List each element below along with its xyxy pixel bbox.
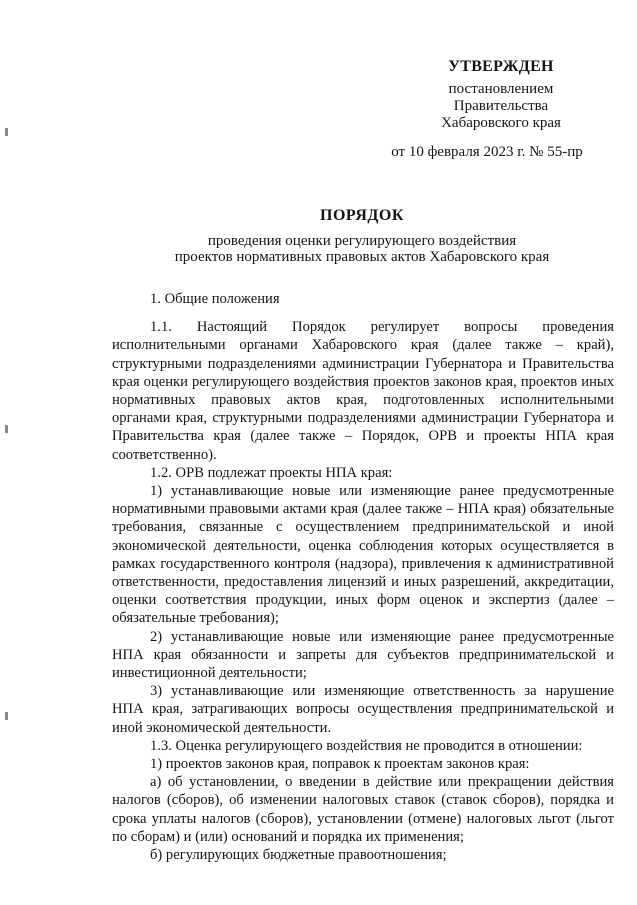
paragraph: 3) устанавливающие или изменяющие ответственность за нарушение НПА края, затрагивающих вопросы осуществления предпринимательской и иной экономической деятельности. [112,683,614,736]
paragraph: 1) устанавливающие новые или изменяющие ранее предусмотренные нормативными правовыми актами края (далее также – НПА края) обязательные требования, связанные с осуществлением предпринимательской и иной экономической деятельности, оценка соблюдения которых осуществляется в рамках государственного контроля (надзора), привлечения к административной ответственности, предоставления лицензий и иных разрешений, аккредитации, оценки соответствия продукции, иных форм оценок и экспертиз (далее – обязательные требования); [112,483,614,627]
paragraph: 1) проектов законов края, поправок к проектам законов края: [150,756,530,773]
title-subtitle: проектов нормативных правовых актов Хабаровского края [174,249,550,265]
paragraph: 2) устанавливающие новые или изменяющие ранее предусмотренные НПА края обязанности и запреты для субъектов предпринимательской и инвестиционной деятельности; [112,628,614,682]
paragraph: б) регулирующих бюджетные правоотношения; [150,847,447,864]
paragraph: 1.1. Настоящий Порядок регулирует вопросы проведения исполнительными органами Хабаровского края (далее также – край), структурными подразделениями администрации Губернатора и Правительства края оценки регулирующего воздействия проектов законов края, проектов иных нормативных правовых актов края, подготовленных исполнительными органами края, структурными подразделениями администрации Губернатора и Правительства края (далее также – Порядок, ОРВ и проекты НПА края соответственно). [112,319,614,463]
margin-mark [5,128,8,136]
title-subtitle: проведения оценки регулирующего воздействия [207,233,517,249]
document-body [112,290,614,864]
paragraph: 1.2. ОРВ подлежат проекты НПА края: [150,464,393,481]
margin-mark [5,425,8,433]
paragraph: а) об установлении, о введении в действие или прекращении действия налогов (сборов), об изменении налоговых ставок (ставок сборов), порядка и срока уплаты налогов (сборов), установлении (отмене) налоговых льгот (льгот по сборам) и (или) оснований и порядка их применения; [112,774,614,845]
section-heading: 1. Общие положения [150,291,280,307]
paragraph: 1.3. Оценка регулирующего воздействия не проводится в отношении: [150,737,583,754]
document-title [112,0,612,265]
approval-heading: УТВЕРЖДЕН [448,58,554,75]
approval-line: Хабаровского края [441,115,561,131]
title-main: ПОРЯДОК [320,207,404,224]
approval-date: от 10 февраля 2023 г. № 55-пр [391,144,583,160]
margin-mark [5,712,8,720]
approval-line: постановлением [448,81,554,97]
approval-line: Правительства [453,98,549,114]
